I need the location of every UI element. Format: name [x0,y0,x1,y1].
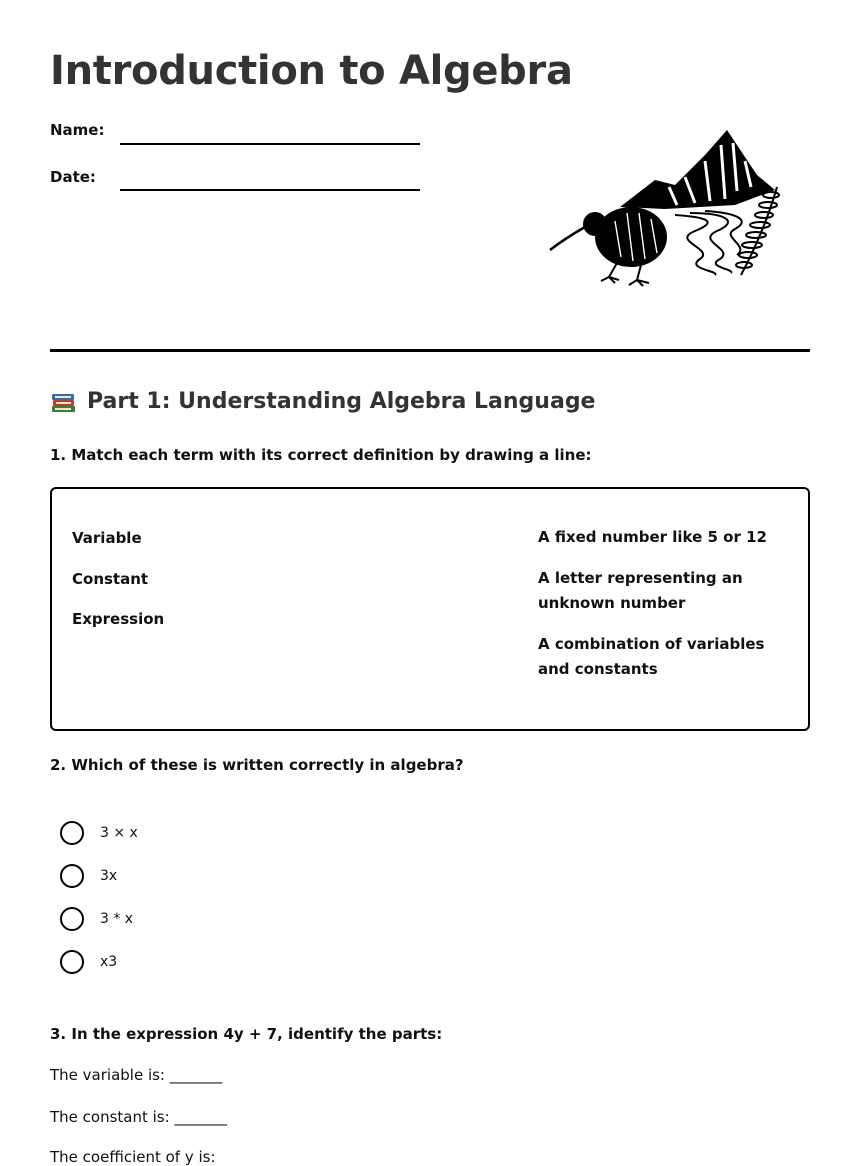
option-3-star-x[interactable] [60,907,133,931]
definition-letter[interactable]: A letter representing an unknown number [538,569,743,612]
radio-button[interactable] [60,864,84,888]
date-label: Date: [50,168,96,186]
constant-answer-line[interactable]: The constant is: _______ [50,1108,227,1126]
term-expression[interactable]: Expression [72,610,165,628]
date-field[interactable] [120,189,420,191]
part1-heading-text: Part 1: Understanding Algebra Language [87,389,596,414]
books-icon [50,388,77,415]
radio-button[interactable] [60,950,84,974]
option-label: 3 × x [100,825,138,841]
coefficient-answer-line[interactable]: The coefficient of y is: [50,1148,216,1166]
question-3-prompt: 3. In the expression 4y + 7, identify the parts: [50,1025,443,1043]
option-label: 3x [100,868,118,884]
term-constant[interactable]: Constant [72,570,149,588]
option-label: 3 * x [100,911,134,927]
radio-button[interactable] [60,821,84,845]
name-field[interactable] [120,143,420,145]
question-2-prompt: 2. Which of these is written correctly in algebra? [50,756,464,774]
definition-fixed-number[interactable]: A fixed number like 5 or 12 [538,528,767,546]
variable-answer-line[interactable]: The variable is: _______ [50,1066,223,1084]
part1-heading [50,388,595,415]
matching-box [50,487,810,731]
option-x3[interactable] [60,950,117,974]
question-1-prompt: 1. Match each term with its correct definition by drawing a line: [50,446,592,464]
kiwi-mountain-fern-illustration [545,125,785,290]
name-label: Name: [50,121,105,139]
option-3x[interactable] [60,864,117,888]
section-divider [50,349,810,352]
worksheet-title: Introduction to Algebra [50,48,573,94]
option-3-times-x[interactable] [60,821,138,845]
radio-button[interactable] [60,907,84,931]
term-variable[interactable]: Variable [72,529,142,547]
option-label: x3 [100,954,118,970]
definition-combination[interactable]: A combination of variables and constants [538,635,765,678]
